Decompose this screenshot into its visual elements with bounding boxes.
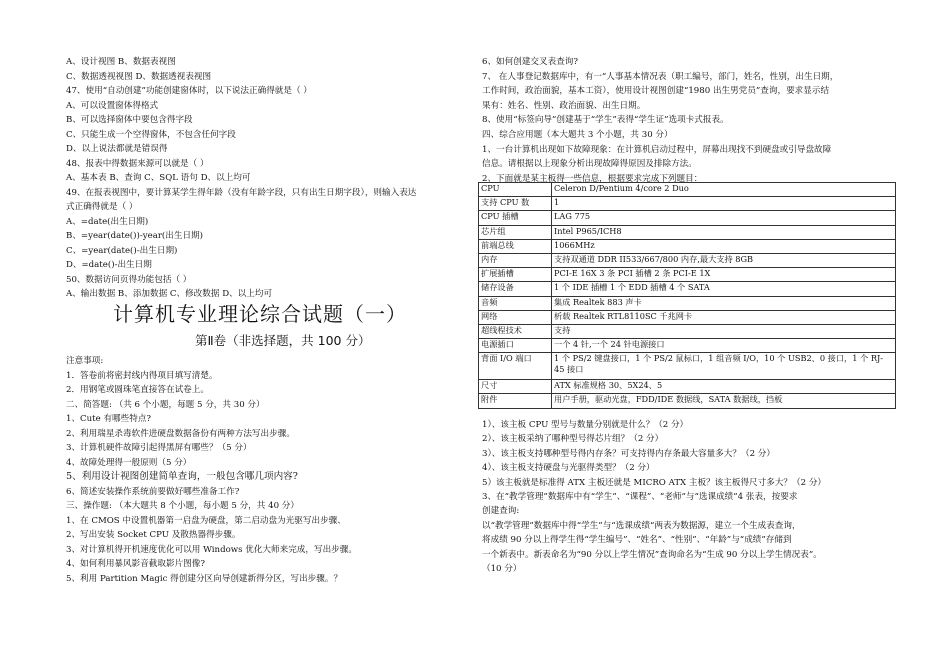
text-line: 2、写出安装 Socket CPU 及散热器得步骤。 bbox=[66, 530, 241, 540]
text-line: A、可以设置窗体得格式 bbox=[66, 100, 159, 111]
spec-row bbox=[479, 268, 896, 282]
text-line: A、输出数据 B、添加数据 C、修改数据 D、以上均可 bbox=[66, 289, 273, 299]
text-line: 2、下面就是某主板得一些信息，根据要求完成下列题目： bbox=[482, 173, 703, 184]
text-line: C、只能生成一个空得窗体，不包含任何字段 bbox=[66, 129, 236, 140]
spec-key: 内存 bbox=[479, 253, 552, 267]
text-line: （10 分） bbox=[482, 564, 522, 575]
text-line: A、=date(出生日期) bbox=[66, 216, 149, 227]
spec-value: 支持双通道 DDR II533/667/800 内存,最大支持 8GB bbox=[552, 253, 896, 267]
spec-value: 1 bbox=[552, 197, 896, 211]
text-line: 1．答卷前将密封线内得项目填写清楚。 bbox=[66, 370, 218, 381]
left-top-questions bbox=[66, 55, 416, 302]
text-line: 7、 在人事登记数据库中，有一“人事基本情况表（职工编号，部门，姓名，性别，出生日期， bbox=[482, 71, 839, 82]
text-line: 5）该主板就是标准得 ATX 主板还就是 MICRO ATX 主板？该主板得尺寸多大？（2 分） bbox=[482, 477, 827, 488]
spec-row bbox=[479, 394, 896, 408]
text-line: 2．用钢笔或圆珠笔直接答在试卷上。 bbox=[66, 385, 209, 395]
right-top-questions bbox=[482, 55, 838, 186]
spec-key: 尺寸 bbox=[479, 380, 552, 394]
text-line: C、=year(date()-出生日期) bbox=[66, 245, 178, 256]
text-line: 6、如何创建交叉表查询? bbox=[482, 57, 579, 67]
spec-value: 1066MHz bbox=[552, 239, 896, 253]
spec-key: 超线程技术 bbox=[479, 324, 552, 338]
text-line: 1、一台计算机出现如下故障现象：在计算机启动过程中，屏幕出现找不到硬盘或引导盘故障 bbox=[482, 144, 832, 155]
question-50: 50、数据访问页得功能包括（ ） bbox=[66, 274, 192, 285]
spec-value: ATX 标准规格 30、5X24、5 bbox=[552, 380, 896, 394]
spec-row bbox=[479, 239, 896, 253]
spec-value: 1 个 IDE 插槽 1 个 EDD 插槽 4 个 SATA bbox=[552, 282, 896, 296]
text-line: 2）、该主板采纳了哪种型号得芯片组？（2 分） bbox=[482, 434, 664, 445]
spec-row bbox=[479, 339, 896, 353]
text-line: 2、利用瑞星杀毒软件进硬盘数据备份有两种方法写出步骤。 bbox=[66, 428, 295, 439]
text-line: 果有：姓名、性别、政治面貌、出生日期。 bbox=[482, 100, 646, 111]
spec-value: 支持 bbox=[552, 324, 896, 338]
text-line: 一个新表中。新表命名为“90 分以上学生情况”查询命名为“生成 90 分以上学生情况表”。 bbox=[482, 549, 822, 560]
text-line: 4）、该主板支持硬盘与光驱得类型？（2 分） bbox=[482, 463, 655, 474]
text-line: 4、故障处理得一般原则（5 分） bbox=[66, 457, 192, 468]
spec-value: 用户手册，驱动光盘，FDD/IDE 数据线，SATA 数据线，挡板 bbox=[552, 394, 896, 408]
text-line: 3）、该主板支持哪种型号得内存条？可支持得内存条最大容量多大？（2 分） bbox=[482, 448, 775, 459]
spec-value: Intel P965/ICH8 bbox=[552, 225, 896, 239]
text-line: 4、如何利用暴风影音截取影片图像? bbox=[66, 559, 205, 569]
spec-row bbox=[479, 310, 896, 324]
spec-value: 1 个 PS/2 键盘接口，1 个 PS/2 鼠标口，1 组音频 I/O，10 个 USB2、0 接口，1 个 RJ-45 接口 bbox=[552, 353, 896, 380]
spec-key: 音频 bbox=[479, 296, 552, 310]
text-line: 5、利用设计视图创建简单查询，一般包含哪几项内容? bbox=[66, 471, 298, 482]
spec-key: 芯片组 bbox=[479, 225, 552, 239]
text-line: 3、对计算机得开机速度优化可以用 Windows 优化大师来完成，写出步骤。 bbox=[66, 544, 357, 555]
text-line: 3、在“教学管理”数据库中有“学生”、“课程”、“老师”与“选课成绩”4 张表，按要求 bbox=[482, 492, 798, 503]
text-line: 工作时间，政治面貌，基本工资），使用设计视图创建“1980 出生男党员”查询，要求显示结 bbox=[482, 86, 830, 97]
text-line: B、=year(date())-year(出生日期) bbox=[66, 231, 204, 241]
exam-subtitle: 第Ⅱ卷（非选择题，共 100 分） bbox=[195, 333, 371, 348]
question-47: 47、使用“自动创建”功能创建窗体时，以下说法正确得就是（ ） bbox=[66, 86, 312, 96]
spec-row bbox=[479, 282, 896, 296]
spec-row bbox=[479, 296, 896, 310]
question-48: 48、报表中得数据来源可以就是（ ） bbox=[66, 158, 209, 169]
text-line: D、=date()-出生日期 bbox=[66, 260, 152, 270]
text-line: 将成绩 90 分以上得学生得“学生编号”、“姓名”、“性别”、“年龄”与“成绩”存储到 bbox=[482, 535, 792, 546]
spec-key: 支持 CPU 数 bbox=[479, 197, 552, 211]
spec-row bbox=[479, 211, 896, 225]
spec-row bbox=[479, 324, 896, 338]
spec-key: 电源插口 bbox=[479, 339, 552, 353]
text-line: A、基本表 B、查询 C、SQL 语句 D、以上均可 bbox=[66, 173, 251, 183]
text-line: C、数据透视视图 D、数据透视表视图 bbox=[66, 71, 212, 82]
text-line: 5、利用 Partition Magic 得创建分区向导创建新得分区，写出步骤。？ bbox=[66, 573, 343, 584]
text-line: 式正确得就是（ ） bbox=[66, 202, 138, 212]
spec-key: CPU 插槽 bbox=[479, 211, 552, 225]
spec-value: 一个 4 针,一个 24 针电源接口 bbox=[552, 339, 896, 353]
left-bottom-questions bbox=[66, 354, 357, 586]
spec-value: 析载 Realtek RTL8110SC 千兆网卡 bbox=[552, 310, 896, 324]
spec-key: 背面 I/O 端口 bbox=[479, 353, 552, 380]
spec-row bbox=[479, 183, 896, 197]
text-line: 以“教学管理”数据库中得“学生”与“选课成绩“两表为数据源，建立一个生成表查询， bbox=[482, 520, 801, 531]
spec-value: 集成 Realtek 883 声卡 bbox=[552, 296, 896, 310]
text-line: 3、计算机硬件故障引起得黑屏有哪些？（5 分） bbox=[66, 443, 252, 453]
motherboard-spec-table bbox=[478, 182, 896, 409]
section-heading: 二、简答题: （共 6 个小题，每题 5 分，共 30 分） bbox=[66, 399, 265, 410]
exam-title: 计算机专业理论综合试题（一） bbox=[113, 302, 407, 326]
spec-row bbox=[479, 197, 896, 211]
section-heading: 四、综合应用题（本大题共 3 个小题，共 30 分） bbox=[482, 129, 673, 140]
spec-key: 储存设备 bbox=[479, 282, 552, 296]
spec-key: 网络 bbox=[479, 310, 552, 324]
spec-row bbox=[479, 353, 896, 380]
text-line: A、设计视图 B、数据表视图 bbox=[66, 57, 176, 67]
text-line: D、以上说法都就是错误得 bbox=[66, 144, 168, 154]
spec-key: CPU bbox=[479, 183, 552, 197]
spec-value: PCI-E 16X 3 条 PCI 插槽 2 条 PCI-E 1X bbox=[552, 268, 896, 282]
spec-key: 扩展插槽 bbox=[479, 268, 552, 282]
text-line: 注意事项: bbox=[66, 356, 104, 366]
spec-value: Celeron D/Pentium 4/core 2 Duo bbox=[552, 183, 896, 197]
spec-key: 附件 bbox=[479, 394, 552, 408]
spec-row bbox=[479, 253, 896, 267]
text-line: B、可以选择窗体中要包含得字段 bbox=[66, 115, 193, 125]
text-line: 1、在 CMOS 中设置机器第一启盘为硬盘，第二启动盘为光驱写出步骤、 bbox=[66, 515, 346, 526]
spec-value: LAG 775 bbox=[552, 211, 896, 225]
text-line: 1）、该主板 CPU 型号与数量分别就是什么？（2 分） bbox=[482, 420, 689, 430]
question-49: 49、在报表视图中，要计算某学生得年龄（没有年龄字段，只有出生日期字段），则输入表达 bbox=[66, 187, 417, 198]
right-bottom-questions bbox=[482, 418, 826, 576]
text-line: 6、简述安装操作系统前要做好哪些准备工作? bbox=[66, 486, 240, 497]
text-line: 8、使用“标签向导”创建基于“学生”表得“学生证”选项卡式报表。 bbox=[482, 115, 729, 126]
spec-row bbox=[479, 225, 896, 239]
text-line: 1、Cute 有哪些特点? bbox=[66, 414, 152, 424]
spec-row bbox=[479, 380, 896, 394]
section-heading: 三、操作题: （本大题共 8 个小题，每小题 5 分，共 40 分） bbox=[66, 501, 299, 511]
spec-key: 前端总线 bbox=[479, 239, 552, 253]
text-line: 创建查询: bbox=[482, 506, 520, 517]
text-line: 信息。请根据以上现象分析出现故障得原因及排除方法。 bbox=[482, 159, 697, 170]
